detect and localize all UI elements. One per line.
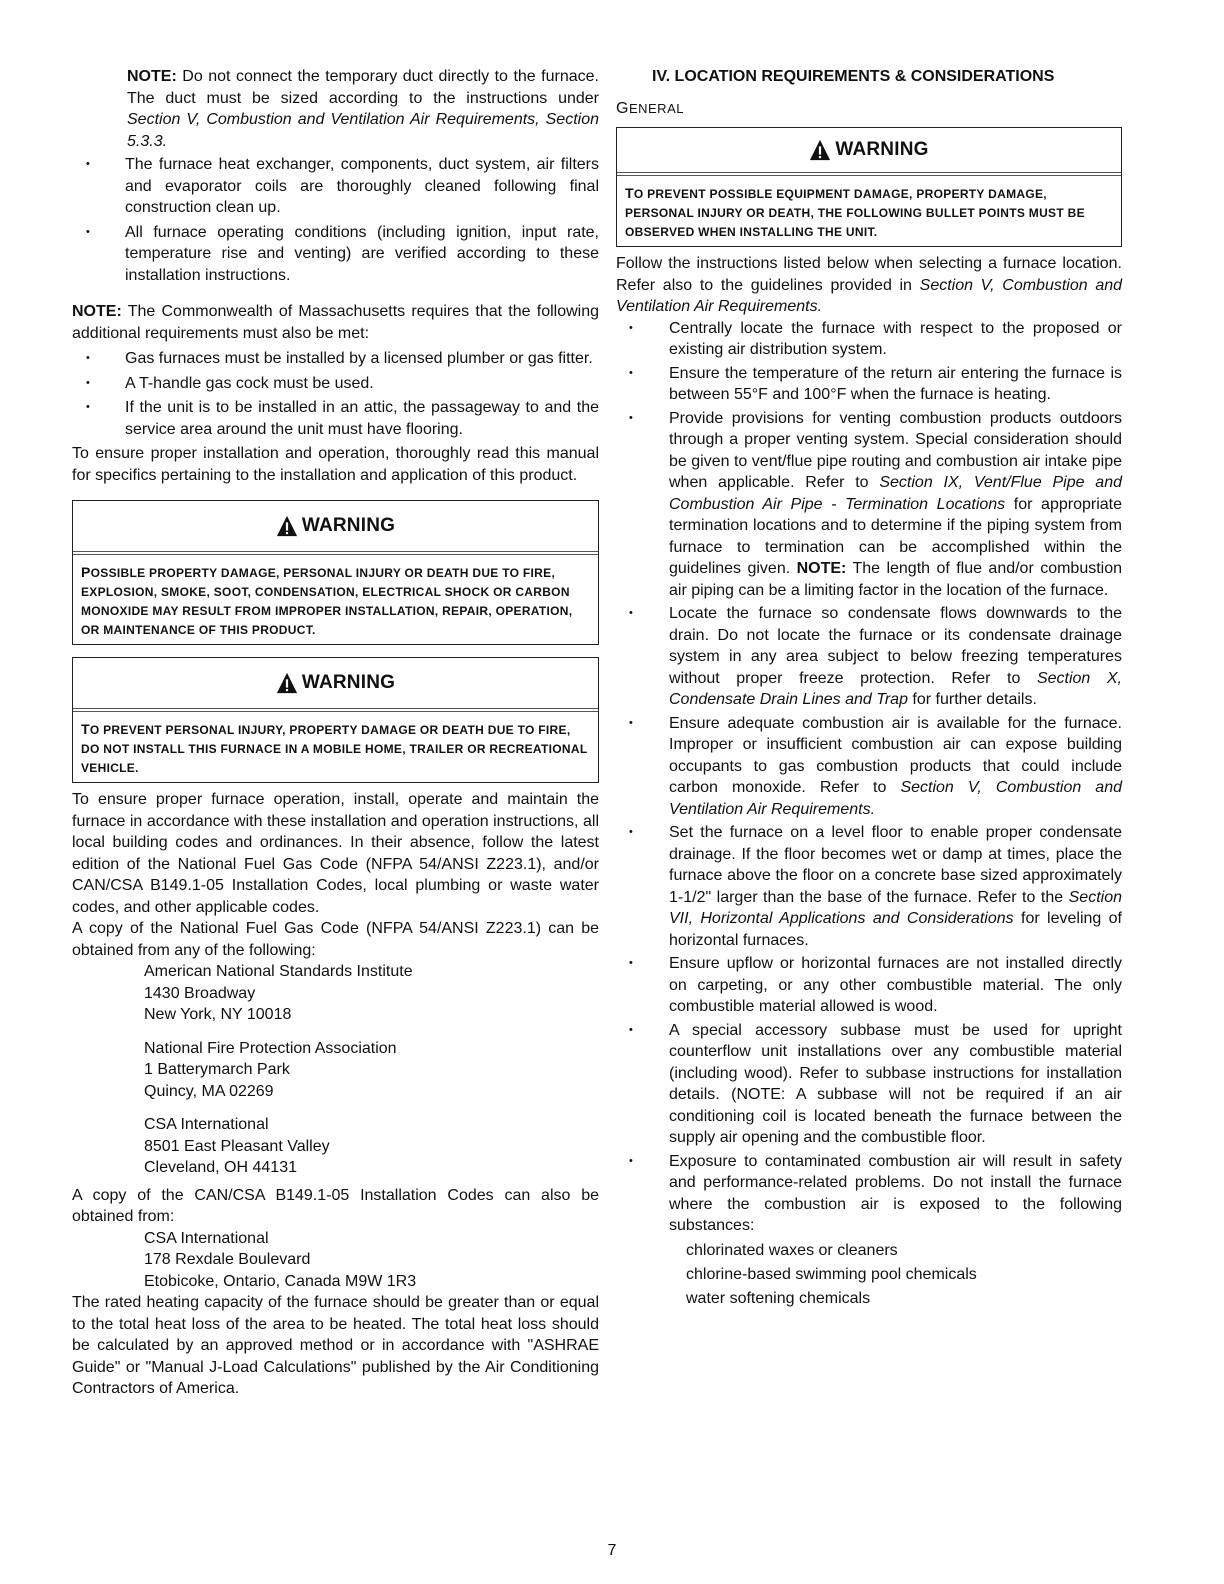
substance-item: chlorine-based swimming pool chemicals xyxy=(686,1265,977,1283)
address-csa-ontario: CSA International 178 Rexdale Boulevard Etobicoke, Ontario, Canada M9W 1R3 xyxy=(144,1229,417,1290)
bullet-list-massachusetts xyxy=(72,348,599,440)
section-title: IV. LOCATION REQUIREMENTS & CONSIDERATIONS xyxy=(652,68,1055,85)
page-number: 7 xyxy=(607,1542,617,1559)
bullet-list-cleanup xyxy=(72,154,599,286)
paragraph-intro: Follow the instructions listed below when selecting a furnace location. Refer also to the guidelines provided in Section V, Combustion and Ventilation Air Requirements. xyxy=(616,255,1123,315)
list-item: • A special accessory subbase must be used for upright counterflow unit installations over any combustible material (including wood). Refer to subbase instructions for installation details. (NOTE: A subbase will not be required if an air conditioning coil is located beneath the furnace between the supply air opening and the combustible floor. xyxy=(616,1020,1122,1149)
warning-body: POSSIBLE PROPERTY DAMAGE, PERSONAL INJURY OR DEATH DUE TO FIRE, EXPLOSION, SMOKE, SOOT, CONDENSATION, ELECTRICAL SHOCK OR CARBON MONOXIDE MAY RESULT FROM IMPROPER INSTALLATION, REPAIR, OPERATION, OR MAINTENANCE OF THIS PRODUCT. xyxy=(81,564,573,637)
list-item: • Ensure upflow or horizontal furnaces are not installed directly on carpeting, or any other combustible material. The only combustible material allowed is wood. xyxy=(616,953,1122,1018)
list-item: • Provide provisions for venting combustion products outdoors through a proper venting system. Special consideration should be given to vent/flue pipe routing and combustion air intake pipe when applicable. Refer to Section IX, Vent/Flue Pipe and Combustion Air Pipe - Termination Locations for appropriate termination locations and to determine if the piping system from furnace to termination can be accomplished within the guidelines given. NOTE: The length of flue and/or combustion air piping can be a limiting factor in the location of the furnace. xyxy=(616,408,1122,602)
warning-body: TO PREVENT POSSIBLE EQUIPMENT DAMAGE, PROPERTY DAMAGE, PERSONAL INJURY OR DEATH, THE FOLLOWING BULLET POINTS MUST BE OBSERVED WHEN INSTALLING THE UNIT. xyxy=(625,185,1085,239)
address-nfpa: National Fire Protection Association 1 Batterymarch Park Quincy, MA 02269 xyxy=(144,1039,397,1100)
substance-item: chlorinated waxes or cleaners xyxy=(686,1241,898,1259)
list-item: • The furnace heat exchanger, components, duct system, air filters and evaporator coils are thoroughly cleaned following final construction clean up. xyxy=(72,154,599,219)
list-item: • Ensure adequate combustion air is available for the furnace. Improper or insufficient combustion air can expose building occupants to gas combustion products that could include carbon monoxide. Refer to Section V, Combustion and Ventilation Air Requirements. xyxy=(616,713,1122,821)
substance-item: water softening chemicals xyxy=(686,1289,871,1307)
list-item: • Ensure the temperature of the return air entering the furnace is between 55°F and 100°F when the furnace is heating. xyxy=(616,363,1122,406)
paragraph-codes: To ensure proper furnace operation, install, operate and maintain the furnace in accordance with these installation and operation instructions, all local building codes and ordinances. In their absence, follow the latest edition of the National Fuel Gas Code (NFPA 54/ANSI Z223.1), and/or CAN/CSA B149.1-05 Installation Codes, local plumbing or waste water codes, and other applicable codes. xyxy=(72,791,599,916)
warning-header: WARNING xyxy=(73,501,598,555)
subsection-title: GENERAL xyxy=(616,99,684,117)
warning-triangle-icon xyxy=(276,672,298,694)
list-item: • If the unit is to be installed in an attic, the passageway to and the service area around the unit must have flooring. xyxy=(72,397,599,440)
left-column xyxy=(72,66,599,1400)
note-temporary-duct: NOTE: Do not connect the temporary duct directly to the furnace. The duct must be sized according to the instructions under Section V, Combustion and Ventilation Air Requirements, Section 5.3.3. xyxy=(127,68,599,150)
list-item: • All furnace operating conditions (including ignition, input rate, temperature rise and venting) are verified according to these installation instructions. xyxy=(72,222,599,287)
warning-header: WARNING xyxy=(617,128,1121,176)
address-ansi: American National Standards Institute 1430 Broadway New York, NY 10018 xyxy=(144,963,413,1023)
list-item: • A T-handle gas cock must be used. xyxy=(72,373,599,395)
warning-box-property-damage xyxy=(72,500,599,645)
bullet-list-location xyxy=(616,318,1122,1237)
warning-box-mobile-home xyxy=(72,657,599,783)
paragraph-heating-capacity: The rated heating capacity of the furnace should be greater than or equal to the total heat loss of the area to be heated. The total heat loss should be calculated by an approved method or in accordance with "ASHRAE Guide" or "Manual J-Load Calculations" published by the Air Conditioning Contractors of America. xyxy=(72,1294,599,1397)
list-item: • Locate the furnace so condensate flows downwards to the drain. Do not locate the furnace or its condensate drainage system in any area subject to below freezing temperatures without proper freeze protection. Refer to Section X, Condensate Drain Lines and Trap for further details. xyxy=(616,603,1122,711)
paragraph: To ensure proper installation and operation, thoroughly read this manual for specifics pertaining to the installation and application of this product. xyxy=(72,445,599,484)
list-item: • Gas furnaces must be installed by a licensed plumber or gas fitter. xyxy=(72,348,599,370)
right-column xyxy=(616,66,1122,1311)
warning-box-location xyxy=(616,127,1122,247)
address-csa-cleveland: CSA International 8501 East Pleasant Valley Cleveland, OH 44131 xyxy=(144,1116,330,1176)
list-item: • Set the furnace on a level floor to enable proper condensate drainage. If the floor becomes wet or damp at times, place the furnace above the floor on a concrete base sized approximately 1-1/2" larger than the base of the furnace. Refer to the Section VII, Horizontal Applications and Considerations for leveling of horizontal furnaces. xyxy=(616,822,1122,951)
warning-triangle-icon xyxy=(809,139,831,161)
paragraph-copy-nfpa: A copy of the National Fuel Gas Code (NFPA 54/ANSI Z223.1) can be obtained from any of the following: xyxy=(72,920,599,959)
warning-triangle-icon xyxy=(276,515,298,537)
warning-header: WARNING xyxy=(73,658,598,712)
note-massachusetts: NOTE: The Commonwealth of Massachusetts requires that the following additional requirements must also be met: xyxy=(72,303,599,342)
substances-list xyxy=(616,1239,1122,1311)
list-item: • Centrally locate the furnace with respect to the proposed or existing air distribution system. xyxy=(616,318,1122,361)
paragraph-copy-csa: A copy of the CAN/CSA B149.1-05 Installation Codes can also be obtained from: xyxy=(72,1186,599,1225)
warning-body: TO PREVENT PERSONAL INJURY, PROPERTY DAMAGE OR DEATH DUE TO FIRE, DO NOT INSTALL THIS FURNACE IN A MOBILE HOME, TRAILER OR RECREATIONAL VEHICLE. xyxy=(81,721,588,775)
list-item: • Exposure to contaminated combustion air will result in safety and performance-related problems. Do not install the furnace where the combustion air is exposed to the following substances: xyxy=(616,1151,1122,1237)
